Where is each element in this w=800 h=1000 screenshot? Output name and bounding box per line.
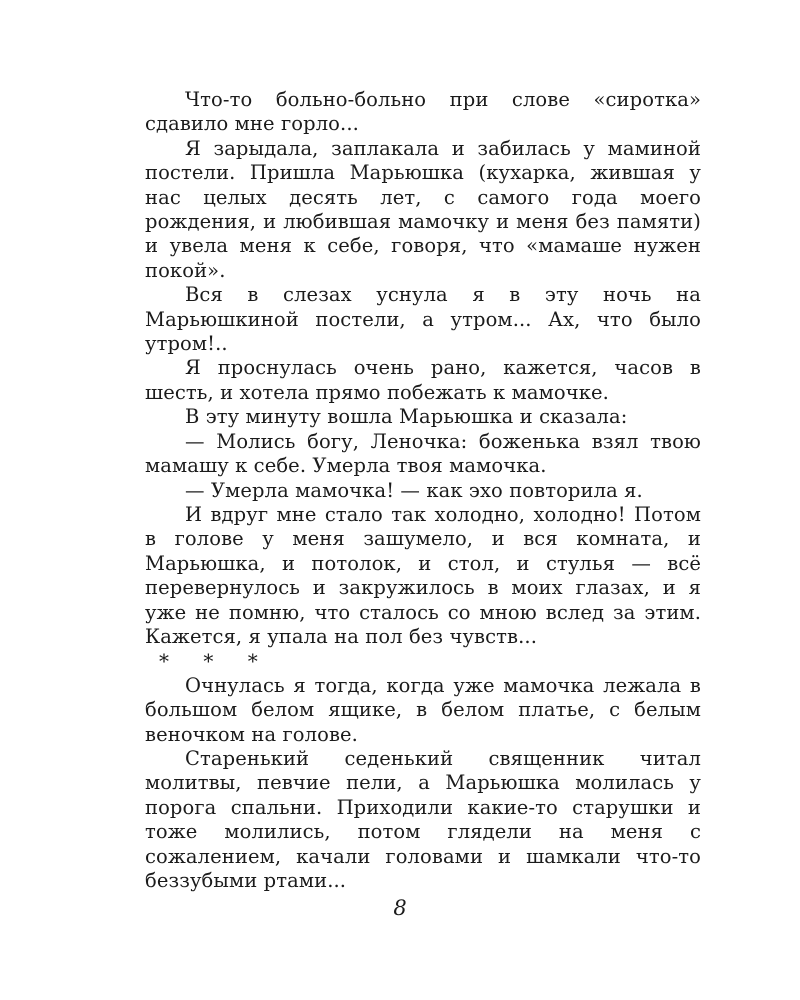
paragraph: Вся в слезах уснула я в эту ночь на Марьюшкиной постели, а утром... Ах, что было утром!.. [145, 283, 701, 356]
paragraph: Очнулась я тогда, когда уже мамочка лежала в большом белом ящике, в белом платье, с белым веночком на голове. [145, 673, 701, 746]
paragraph: В эту минуту вошла Марьюшка и сказала: [185, 405, 628, 429]
page-text [145, 88, 701, 893]
paragraph: — Умерла мамочка! — как эхо повторила я. [185, 478, 643, 502]
page-number: 8 [393, 896, 407, 920]
paragraph: — Молись богу, Леночка: боженька взял твою мамашу к себе. Умерла твоя мамочка. [145, 429, 701, 478]
paragraph: Я проснулась очень рано, кажется, часов в шесть, и хотела прямо побежать к мамочке. [145, 356, 701, 404]
paragraph: И вдруг мне стало так холодно, холодно! Потом в голове у меня зашумело, и вся комната, и Марьюшка, и потолок, и стол, и стулья — всё перевернулось и закружилось в моих глазах, и я уже не помню, что сталось со мною вслед за этим. Кажется, я упала на пол без чувств... [145, 502, 701, 648]
paragraph: Я зарыдала, заплакала и забилась у маминой постели. Пришла Марьюшка (кухарка, жившая у нас целых десять лет, с самого года моего рождения, и любившая мамочку и меня без памяти) и увела меня к себе, говоря, что «мамаше нужен покой». [145, 136, 701, 282]
paragraph: Что-то больно-больно при слове «сиротка» сдавило мне горло... [145, 88, 701, 136]
section-separator: * * * [159, 649, 272, 674]
paragraph: Старенький седенький священник читал молитвы, певчие пели, а Марьюшка молилась у порога спальни. Приходили какие-то старушки и тоже молились, потом глядели на меня с сожалением, качали головами и шамкали что-то беззубыми ртами... [145, 746, 701, 892]
